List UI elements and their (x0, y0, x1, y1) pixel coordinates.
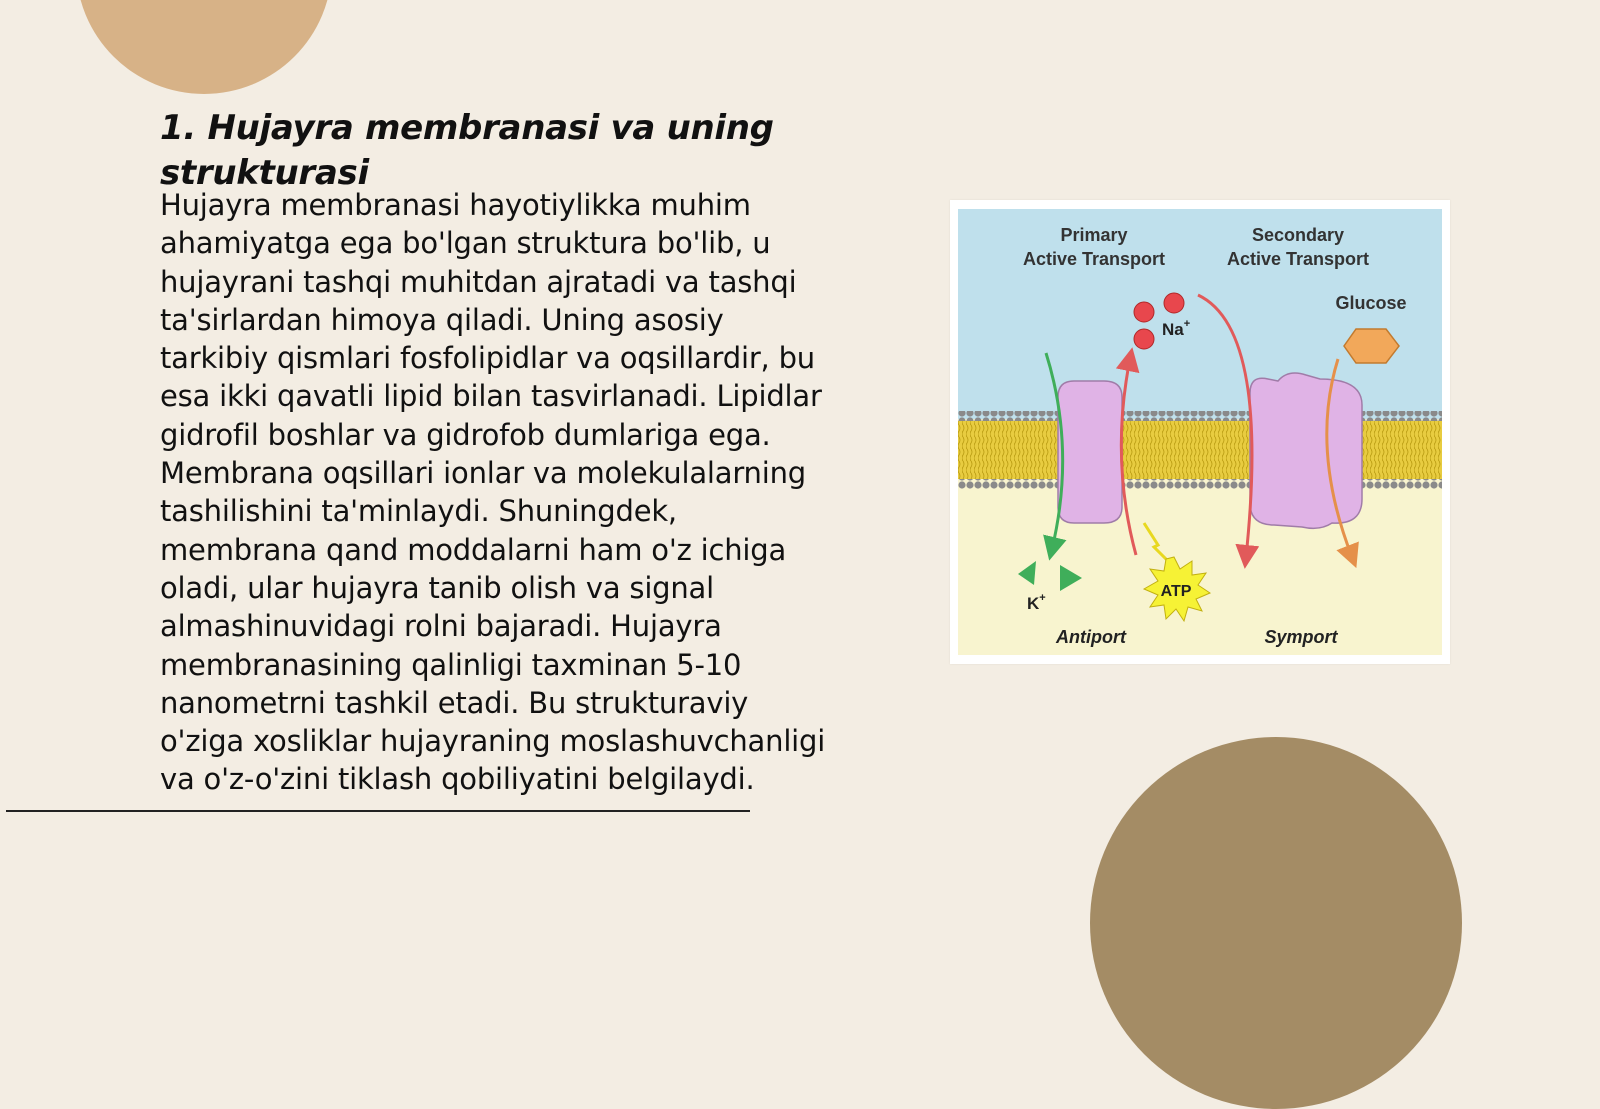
lipid-bilayer (958, 411, 1442, 489)
label-glucose: Glucose (1335, 293, 1407, 313)
glucose-icon (1344, 329, 1399, 363)
slide-title: 1. Hujayra membranasi va uning strukturasi (160, 108, 774, 193)
slide-body-text: Hujayra membranasi hayotiylikka muhim ahamiyatga ega bo'lgan struktura bo'lib, u hujayrani tashqi muhitdan ajratadi va tashqi ta'sirlardan himoya qiladi. Uning asosiy tarkibiy qismlari fosfolipidlar va oqsillardir, bu esa ikki qavatli lipid bilan tasvirlanadi. Lipidlar gidrofil boshlar va gidrofob dumlariga ega. Membrana oqsillari ionlar va molekulalarning tashilishini ta'minlaydi. Shuningdek, membrana qand moddalarni ham o'z ichiga oladi, ular hujayra tanib olish va signal almashinuvidagi rolni bajaradi. Hujayra membranasining qalinligi taxminan 5-10 nanometrni tashkil etadi. Bu strukturaviy o'ziga xosliklar hujayraning moslashuvchanligi va o'z-o'zini tiklash qobiliyatini belgilaydi. (160, 188, 826, 797)
extracellular-region (958, 209, 1442, 419)
label-primary-line1: Primary (1060, 225, 1128, 245)
antiport-protein (1058, 381, 1122, 523)
na-ion-icon (1164, 293, 1184, 313)
label-secondary-line2: Active Transport (1226, 249, 1370, 269)
label-secondary-line1: Secondary (1251, 225, 1345, 245)
label-atp: ATP (1160, 583, 1192, 600)
label-k: K+ (1027, 592, 1046, 613)
decorative-circle-bottom (1090, 737, 1462, 1109)
label-antiport: Antiport (1056, 627, 1126, 647)
membrane-transport-diagram (950, 200, 1450, 664)
diagram-canvas (958, 209, 1442, 655)
label-primary-line2: Active Transport (1022, 249, 1166, 269)
na-ion-icon (1134, 329, 1154, 349)
na-ion-icon (1134, 302, 1154, 322)
label-na: Na+ (1162, 318, 1191, 339)
label-symport: Symport (1264, 627, 1338, 647)
symport-protein (1250, 373, 1362, 528)
horizontal-rule (6, 810, 750, 812)
decorative-circle-top (76, 0, 332, 94)
